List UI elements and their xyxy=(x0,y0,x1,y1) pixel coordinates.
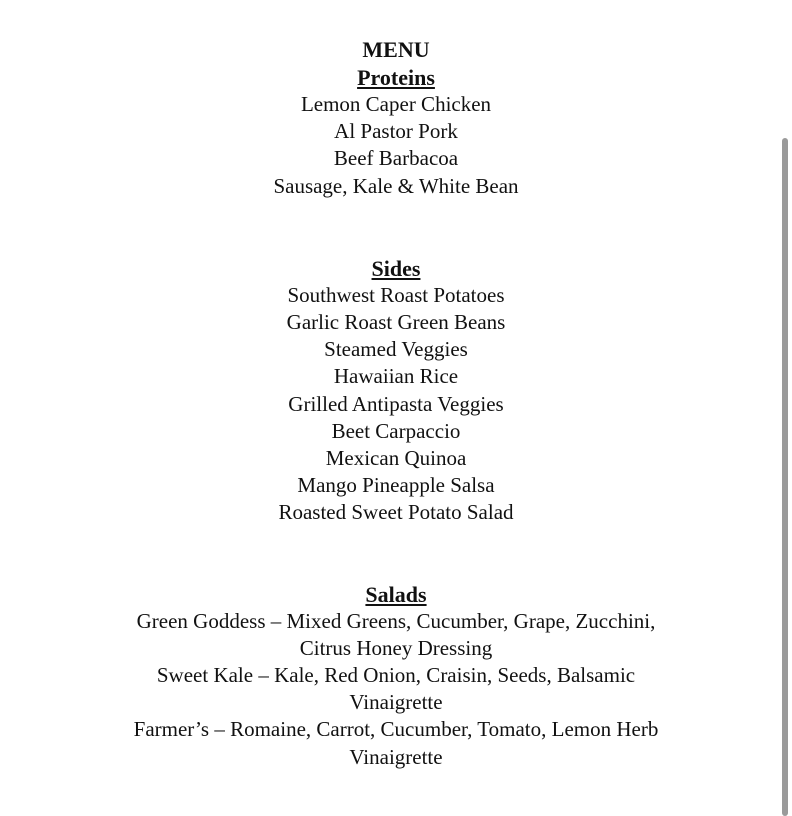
side-item: Steamed Veggies xyxy=(324,337,468,362)
side-item: Southwest Roast Potatoes xyxy=(287,282,505,307)
salad-item-line: Farmer’s – Romaine, Carrot, Cucumber, Tomato, Lemon Herb xyxy=(133,717,659,742)
side-item: Beet Carpaccio xyxy=(331,418,461,443)
protein-item: Lemon Caper Chicken xyxy=(300,92,492,116)
salad-item-line: Citrus Honey Dressing xyxy=(299,635,493,660)
salad-item-line: Sweet Kale – Kale, Red Onion, Craisin, Seeds, Balsamic xyxy=(156,663,636,688)
proteins-heading: Proteins xyxy=(357,65,435,90)
protein-item: Beef Barbacoa xyxy=(333,146,459,171)
section-spacer xyxy=(0,200,792,255)
protein-item: Sausage, Kale & White Bean xyxy=(273,173,519,198)
protein-item: Al Pastor Pork xyxy=(334,119,458,144)
menu-title: MENU xyxy=(362,37,430,62)
menu-content xyxy=(0,36,792,771)
salads-heading: Salads xyxy=(365,581,427,607)
section-spacer xyxy=(0,527,792,581)
sides-section xyxy=(0,255,792,527)
salad-item-line: Green Goddess – Mixed Greens, Cucumber, Grape, Zucchini, xyxy=(136,608,656,633)
salads-section xyxy=(0,581,792,771)
proteins-section xyxy=(0,64,792,200)
side-item: Grilled Antipasta Veggies xyxy=(288,391,504,416)
salad-item-line: Vinaigrette xyxy=(349,744,443,769)
scrollbar-track[interactable] xyxy=(778,0,792,816)
salad-item-line: Vinaigrette xyxy=(349,690,443,715)
side-item: Roasted Sweet Potato Salad xyxy=(278,500,514,525)
side-item: Garlic Roast Green Beans xyxy=(286,310,506,335)
side-item: Mexican Quinoa xyxy=(325,446,467,471)
sides-heading: Sides xyxy=(371,255,421,281)
side-item: Hawaiian Rice xyxy=(333,364,459,389)
scrollbar-thumb[interactable] xyxy=(782,138,788,816)
side-item: Mango Pineapple Salsa xyxy=(297,473,495,498)
